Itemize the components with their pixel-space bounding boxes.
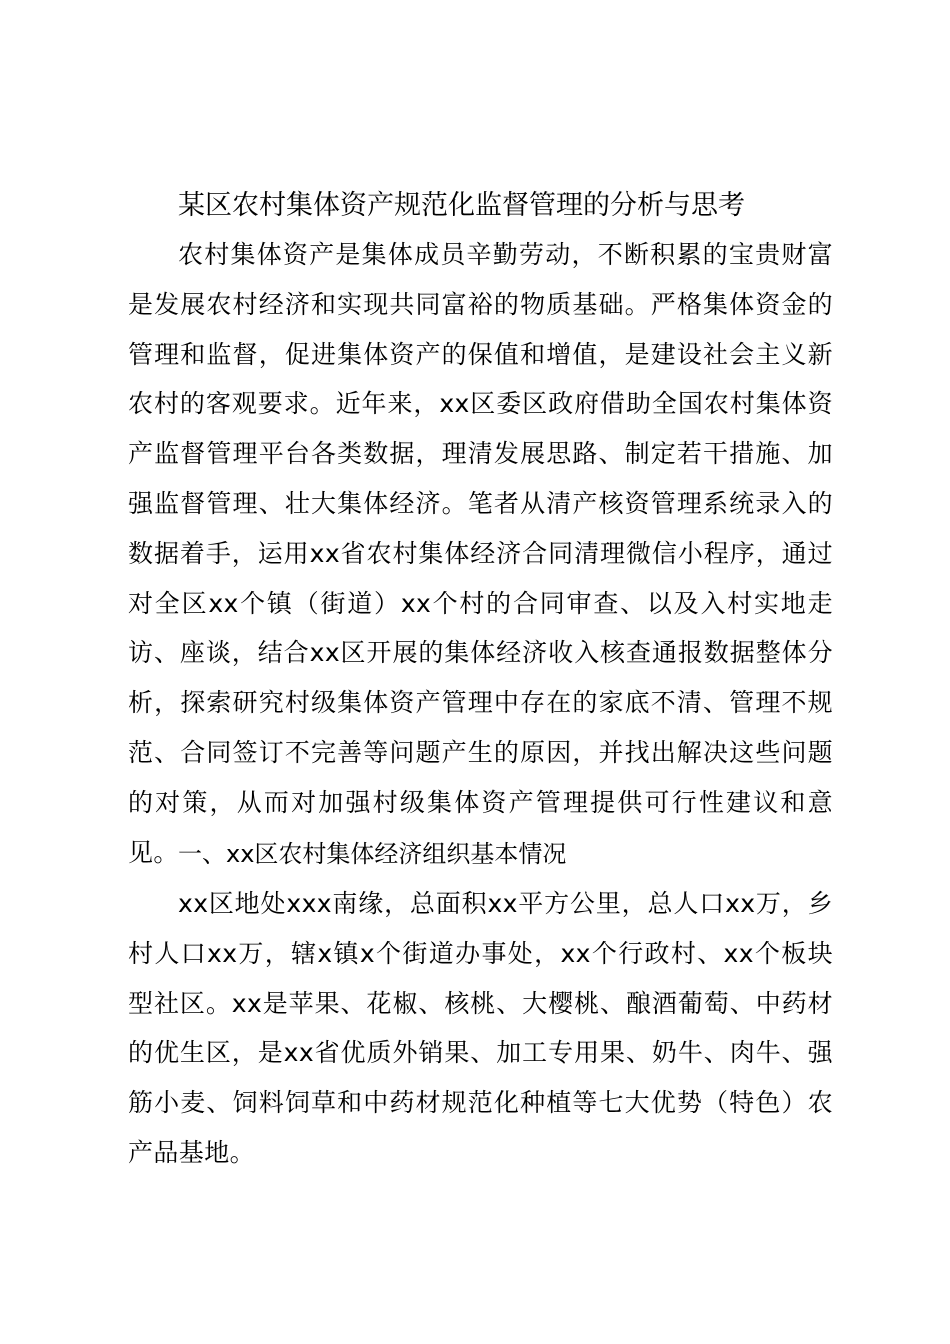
section-heading: 一、xx区农村集体经济组织基本情况 — [178, 840, 567, 868]
intro-paragraph: 农村集体资产是集体成员辛勤劳动，不断积累的宝贵财富是发展农村经济和实现共同富裕的物质基础。严格集体资金的管理和监督，促进集体资产的保值和增值，是建设社会主义新农村的客观要求。近年来，xx区委区政府借助全国农村集体资产监督管理平台各类数据，理清发展思路、制定若干措施、加强监督管理、壮大集体经济。笔者从清产核资管理系统录入的数据着手，运用xx省农村集体经济合同清理微信小程序，通过对全区xx个镇（街道）xx个村的合同审查、以及入村实地走访、座谈，结合xx区开展的集体经济收入核查通报数据整体分析，探索研究村级集体资产管理中存在的家底不清、管理不规范、合同签订不完善等问题产生的原因，并找出解决这些问题的对策，从而对加强村级集体资产管理提供可行性建议和意见。 — [128, 240, 833, 867]
document-title: 某区农村集体资产规范化监督管理的分析与思考 — [178, 190, 745, 221]
section-paragraph: xx区地处xxx南缘，总面积xx平方公里，总人口xx万，乡村人口xx万，辖x镇x个街道办事处，xx个行政村、xx个板块型社区。xx是苹果、花椒、核桃、大樱桃、酿酒葡萄、中药材的优生区，是xx省优质外销果、加工专用果、奶牛、肉牛、强筋小麦、饲料饲草和中药材规范化种植等七大优势（特色）农产品基地。 — [128, 889, 833, 1167]
